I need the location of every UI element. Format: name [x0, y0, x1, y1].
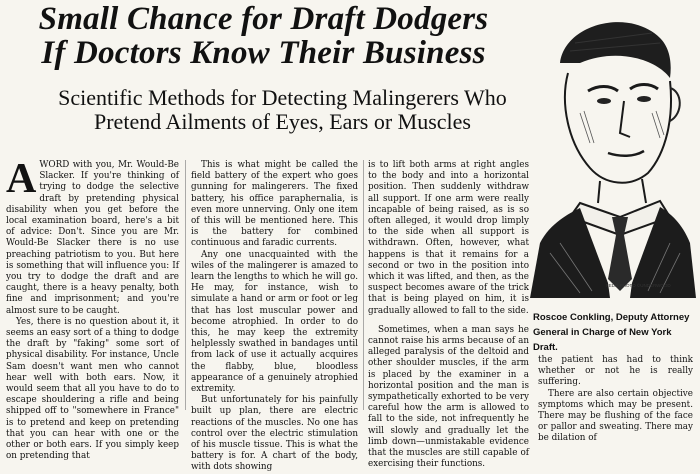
subhead: [55, 86, 510, 134]
portrait-eye-left: [597, 98, 611, 104]
column-divider-1: [185, 160, 186, 410]
article-column-2: [191, 160, 358, 473]
article-column-3: [368, 160, 529, 470]
col3-paragraph-2: Sometimes, when a man says he cannot raise his arms because of an alleged paralysis of the deltoid and other shoulder muscles, if the arm is placed by the examiner in a horizontal position and the man is sympathetically exhorted to be very careful how the arm is allowed to fall to the side, not infrequently he will slowly and gradually let the limb down—unmistakable evidence that the muscles are still capable of exercising their functions.: [368, 324, 529, 470]
col4-paragraph-2: There are also certain objective symptoms which may be present. There may be flushing of the face or pallor and sweating. There may be dilation of: [538, 388, 693, 444]
portrait-artist-credit: FEDR·PHOTO ©UNDERWOOD: [606, 283, 671, 288]
subhead-line-2: Pretend Ailments of Eyes, Ears or Muscles: [94, 109, 471, 134]
headline: [6, 2, 521, 70]
col2-paragraph-3: But unfortunately for his painfully built up plan, there are electric reactions of the muscles. No one has control over the electric stimulation of his muscle tissue. This is what the battery is for. A chart of the body, with dots showing: [191, 395, 358, 473]
col2-paragraph-1: This is what might be called the field battery of the expert who goes gunning for malingerers. The fixed battery, his office paraphernalia, is even more unnerving. Only one item of this will be mentioned here. This is the battery for combined continuous and faradic currents.: [191, 160, 358, 249]
col1-paragraph-1: WORD with you, Mr. Would-Be Slacker. If you're thinking of trying to dodge the selective draft by pretending physical disability when you get before the local examination board, here's a bit of advice: Don't. Since you are Mr. Would-Be Slacker there is no use preaching patriotism to you. But here is something that will influence you: If you try to dodge the draft and are caught, there is a heavy penalty, both fine and imprisonment; and you're almost sure to be caught.: [6, 160, 179, 316]
article-column-4: [538, 355, 693, 444]
portrait-illustration: [520, 3, 696, 298]
portrait-brow-left: [588, 87, 618, 92]
column-divider-2: [363, 160, 364, 410]
portrait-sketch: [520, 3, 696, 298]
portrait-eye-right: [637, 96, 651, 102]
headline-line-1: Small Chance for Draft Dodgers: [38, 1, 489, 37]
col1-paragraph-2: Yes, there is no question about it, it seems an easy sort of a thing to dodge the draft by "faking" some sort of physical disability. For instance, Uncle Sam doesn't want men who cannot hear well with both ears. Now, it would seem that all you have to do to escape shouldering a rifle and being shipped off to "somewhere in France" is to pretend and keep on pretending that you can hear with one or the other or both ears. If you simply keep on pretending that: [6, 316, 179, 462]
headline-line-2: If Doctors Know Their Business: [41, 35, 486, 71]
subhead-line-1: Scientific Methods for Detecting Malingerers Who: [58, 85, 507, 110]
col3-paragraph-1: is to lift both arms at right angles to the body and into a horizontal position. Then suddenly withdraw all support. If one arm were really incapable of being raised, as is so often alleged, it would drop limply to the side when all support is withdrawn. Often, however, what happens is that it remains for a second or two in the position into which it was lifted, and then, as the suspect becomes aware of the trick that is being played on him, it is gradually allowed to fall to the side.: [368, 160, 529, 316]
portrait-caption: Roscoe Conkling, Deputy Attorney General in Charge of New York Draft.: [533, 312, 690, 353]
portrait-nose: [620, 101, 630, 137]
col2-paragraph-2: Any one unacquainted with the wiles of the malingerer is amazed to learn the lengths to which he will go. He may, for instance, wish to simulate a hand or arm or foot or leg that has lost muscular power and become atrophied. In order to do this, he may keep the extremity helplessly swathed in bandages until from lack of use it actually acquires the flabby, blue, bloodless appearance of a genuinely atrophied extremity.: [191, 249, 358, 395]
drop-cap: A: [6, 156, 37, 202]
col4-paragraph-1: the patient has had to think whether or not he is really suffering.: [538, 355, 693, 388]
portrait-brow-right: [630, 85, 658, 90]
portrait-mouth: [608, 151, 644, 156]
article-column-1: [6, 156, 179, 462]
